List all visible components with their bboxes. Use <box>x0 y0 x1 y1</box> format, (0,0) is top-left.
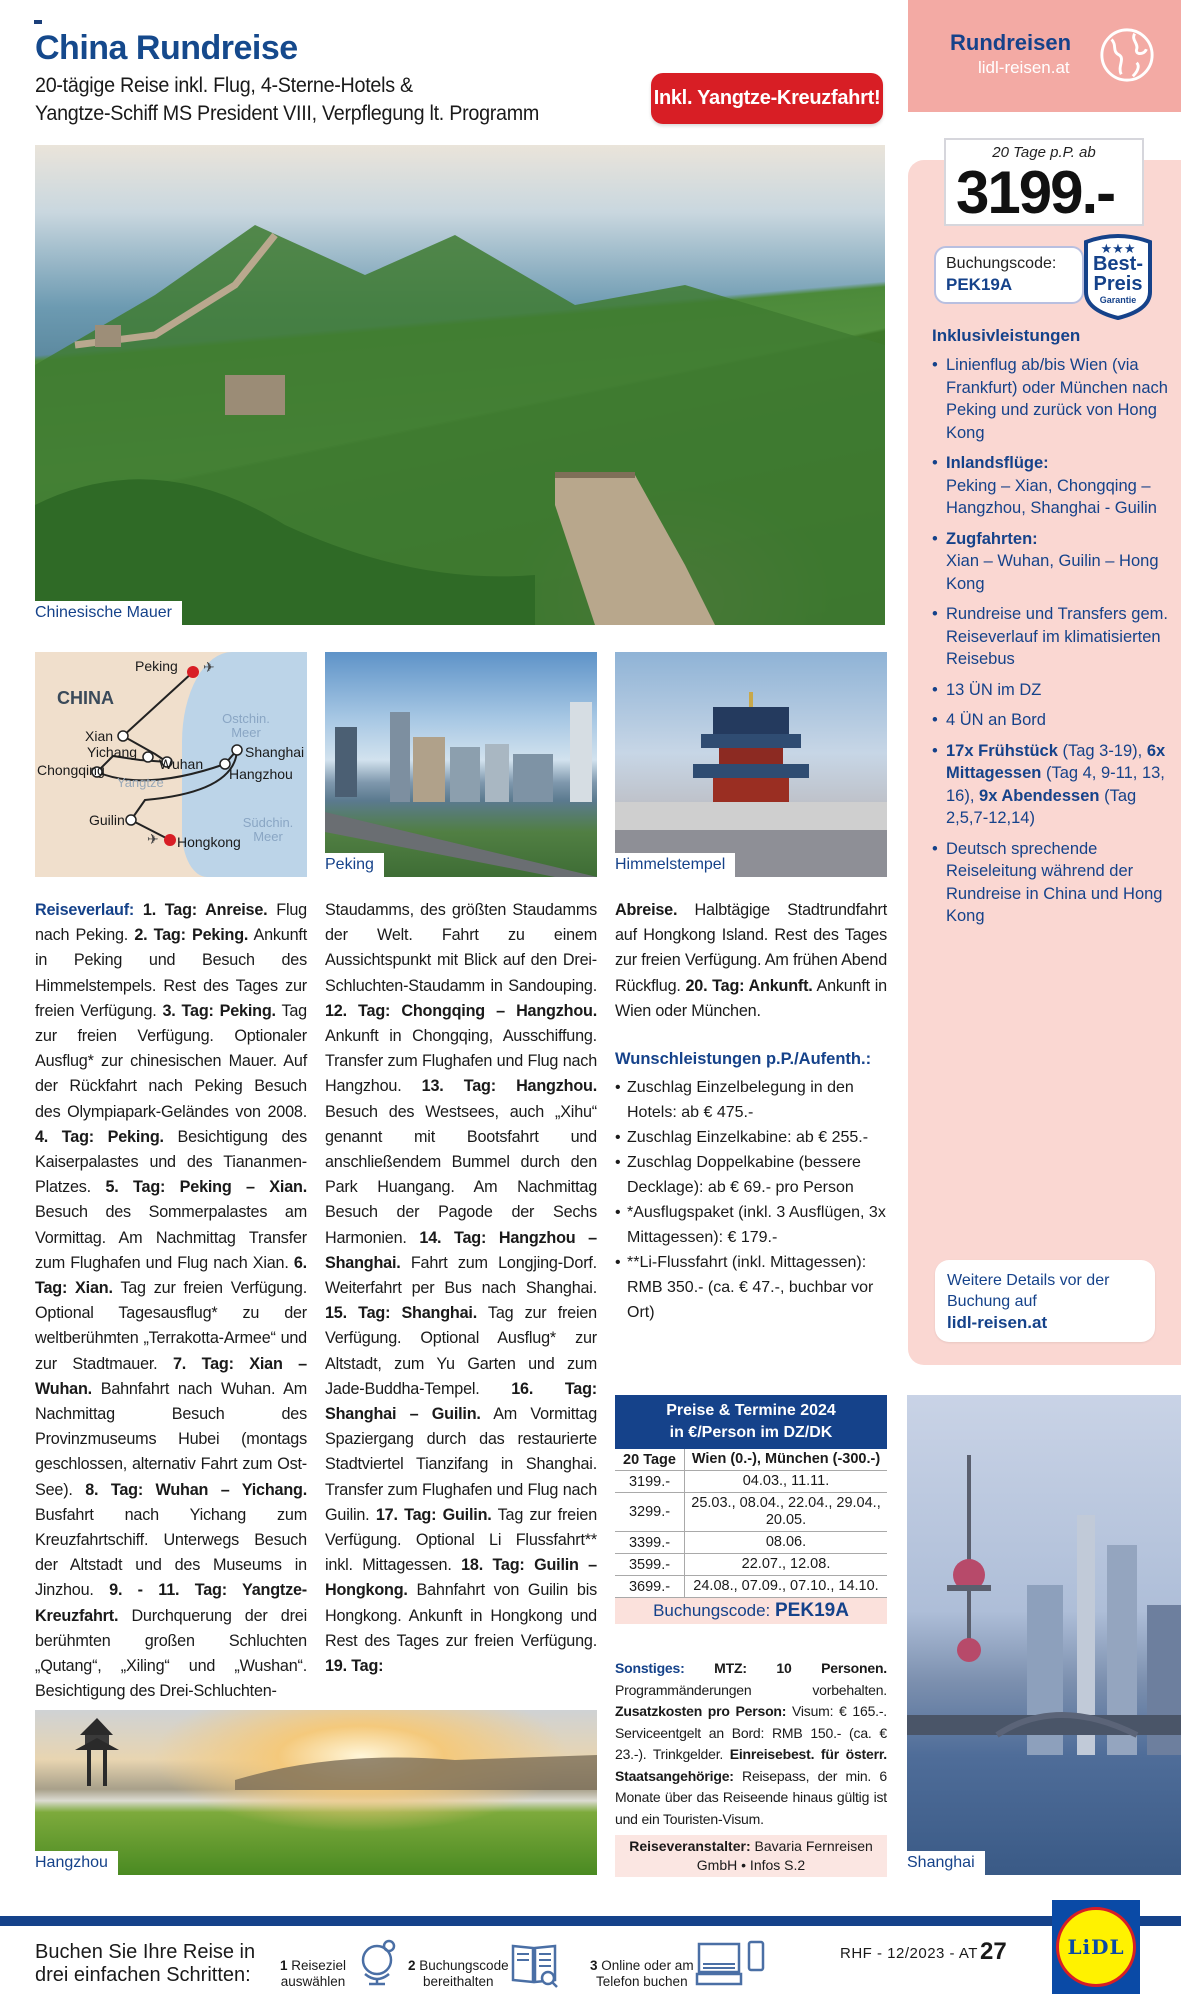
great-wall-illustration <box>35 145 885 625</box>
price-table-row: 3699.- 24.08., 07.09., 07.10., 14.10. <box>615 1576 887 1598</box>
extras-list <box>615 1075 890 1325</box>
footer-title: Buchen Sie Ihre Reise in drei einfachen Schritten: <box>35 1941 256 1986</box>
inclusions-list <box>932 354 1172 936</box>
map-sea-east: Ostchin. Meer <box>222 711 270 740</box>
price-table-row: 3599.- 22.07., 12.08. <box>615 1554 887 1576</box>
step-3: 3 Online oder am Telefon buchen <box>590 1958 694 1989</box>
extras-item: • Zuschlag Doppelkabine (bessere Decklage): ab € 69.- pro Person <box>615 1150 890 1200</box>
step-2: 2 Buchungscode bereithalten <box>408 1958 509 1989</box>
step-1: 1 Reiseziel auswählen <box>280 1958 347 1989</box>
page-number: 27 <box>980 1938 1007 1965</box>
great-wall-photo <box>35 145 885 625</box>
itinerary-column-3: Abreise. Halbtägige Stadtrundfahrt auf Hongkong Island. Rest des Tages zur freien Verfügung. Am frühen Abend Rückflug. 20. Tag: Ankunft. Ankunft in Wien oder München. <box>615 901 887 1020</box>
extras-item: • Zuschlag Einzelbelegung in den Hotels: ab € 475.- <box>615 1075 890 1125</box>
booking-code: PEK19A <box>946 275 1013 294</box>
page-marker <box>34 20 42 24</box>
price-table-row: 3299.- 25.03., 08.04., 22.04., 29.04., 20.05. <box>615 1493 887 1532</box>
map-city-shanghai: Shanghai <box>245 744 305 760</box>
category-url[interactable]: lidl-reisen.at <box>978 58 1070 77</box>
map-city-hangzhou: Hangzhou <box>229 766 293 782</box>
map-city-wuhan: Wuhan <box>159 756 204 772</box>
globe-icon <box>1098 26 1156 84</box>
price-table-header: 20 Tage Wien (0.-), München (-300.-) <box>615 1449 887 1471</box>
misc-info: Sonstiges: MTZ: 10 Personen. Programmänderungen vorbehalten. Zusatzkosten pro Person: Visum: € 165.-. Serviceentgelt an Bord: RMB 150.- (ca. € 23.-). Trinkgelder. Einreisebest. für österr. Staatsangehörige: Reisepass, der min. 6 Monate über das Reiseende hinaus gültig ist und ein Touristen-Visum. <box>615 1660 887 1827</box>
itinerary-column-1: Reiseverlauf: 1. Tag: Anreise. Flug nach Peking. 2. Tag: Peking. Ankunft in Peking und Besuch des Himmelstempels. Rest des Tages zur freien Verfügung. 3. Tag: Peking. Tag zur freien Verfügung. Optionaler Ausflug* zur chinesischen Mauer. Auf der Rückfahrt nach Peking Besuch des Olympiapark-Geländes von 2008. 4. Tag: Peking. Besichtigung des Kaiserpalastes und des Tiananmen-Platzes. 5. Tag: Peking – Xian. Besuch des Sommerpalastes am Vormittag. Am Nachmittag Transfer zum Flughafen und Flug nach Xian. 6. Tag: Xian. Tag zur freien Verfügung. Optional Tagesausflug* zu der weltberühmten „Terrakotta-Armee“ und zur Stadtmauer. 7. Tag: Xian – Wuhan. Bahnfahrt nach Wuhan. Am Nachmittag Besuch des Provinzmuseums Hubei (montags geschlossen, alternativ Fahrt zum Ost-See). 8. Tag: Wuhan – Yichang. Busfahrt nach Yichang zum Kreuzfahrtschiff. Unterwegs Besuch der Altstadt und des Museums in Jinzhou. 9. - 11. Tag: Yangtze-Kreuzfahrt. Durchquerung der drei berühmten großen Schluchten „Qutang“, „Xiling“ und „Wushan“. Besichtigung des Drei-Schluchten- <box>35 901 308 1701</box>
svg-text:✈: ✈ <box>147 831 159 847</box>
inclusion-item: • Deutsch sprechende Reiseleitung während der Rundreise in China und Hong Kong <box>932 838 1172 928</box>
peking-caption: Peking <box>325 853 384 877</box>
price-label: 20 Tage p.P. ab <box>992 144 1096 161</box>
map-city-guilin: Guilin <box>89 812 125 828</box>
price-value: 3199.- <box>956 159 1115 226</box>
catalog-search-icon <box>510 1940 558 1988</box>
price-table-booking-code: Buchungscode: PEK19A <box>615 1598 887 1624</box>
footer-divider <box>0 1916 1181 1926</box>
hangzhou-caption: Hangzhou <box>35 1851 118 1875</box>
himmelstempel-photo <box>615 652 887 877</box>
map-city-peking: Peking <box>135 658 178 674</box>
shanghai-caption: Shanghai <box>907 1851 985 1875</box>
inclusion-item: • Inlandsflüge: Peking – Xian, Chongqing – Hangzhou, Shanghai - Guilin <box>932 452 1172 520</box>
globe-pin-icon <box>355 1938 403 1986</box>
extras-item: • **Li-Flussfahrt (inkl. Mittagessen): RMB 350.- (ca. € 47.-, buchbar vor Ort) <box>615 1250 890 1325</box>
cruise-badge: Inkl. Yangtze-Kreuzfahrt! <box>651 73 883 124</box>
bestpreis-badge-icon: ★★★ Best- Preis Garantie <box>1080 232 1156 320</box>
inclusions-heading: Inklusivleistungen <box>932 326 1081 345</box>
tour-operator: Reiseveranstalter: Bavaria Fernreisen GmbH • Infos S.2 <box>615 1835 887 1877</box>
himmelstempel-caption: Himmelstempel <box>615 853 735 877</box>
page-subtitle: 20-tägige Reise inkl. Flug, 4-Sterne-Hotels & Yangtze-Schiff MS President VIII, Verpflegung lt. Programm <box>35 74 540 125</box>
booking-code-label: Buchungscode: <box>946 255 1057 272</box>
extras-item: • *Ausflugspaket (inkl. 3 Ausflügen, 3x Mittagessen): € 179.- <box>615 1200 890 1250</box>
route-map <box>35 652 307 877</box>
map-sea-south: Südchin. Meer <box>242 815 294 844</box>
page-title: China Rundreise <box>35 29 298 67</box>
hangzhou-photo <box>35 1710 597 1875</box>
laptop-phone-icon <box>695 1940 767 1988</box>
price-table <box>615 1395 887 1624</box>
inclusion-item: • 13 ÜN im DZ <box>932 679 1172 702</box>
details-box <box>935 1260 1155 1342</box>
main-photo-caption: Chinesische Mauer <box>35 601 182 625</box>
map-city-chongqing: Chongqing <box>37 762 105 778</box>
extras-heading: Wunschleistungen p.P./Aufenth.: <box>615 1050 872 1068</box>
booking-code-box <box>934 246 1084 304</box>
details-text: Weitere Details vor der Buchung auf <box>947 1272 1110 1310</box>
map-city-hongkong: Hongkong <box>177 834 241 850</box>
lidl-logo-text: LiDL <box>1056 1907 1136 1987</box>
price-table-row: 3399.- 08.06. <box>615 1532 887 1554</box>
map-city-yichang: Yichang <box>87 744 138 760</box>
inclusion-item: • Linienflug ab/bis Wien (via Frankfurt) oder München nach Peking und zurück von Hong Kong <box>932 354 1172 444</box>
details-link[interactable]: lidl-reisen.at <box>947 1313 1048 1332</box>
inclusion-item: • 4 ÜN an Bord <box>932 709 1172 732</box>
shanghai-photo <box>907 1395 1181 1875</box>
itinerary-column-2: Staudamms, des größten Staudamms der Welt. Fahrt zu einem Aussichtspunkt mit Blick auf den Drei-Schluchten-Staudamm in Sandouping. 12. Tag: Chongqing – Hangzhou. Ankunft in Chongqing, Ausschiffung. Transfer zum Flughafen und Flug nach Hangzhou. 13. Tag: Hangzhou. Besuch des Westsees, auch „Xihu“ genannt mit Bootsfahrt und anschließendem Bummel durch den Park Huangang. Am Nachmittag Besuch der Pagode der Sechs Harmonien. 14. Tag: Hangzhou – Shanghai. Fahrt zum Longjing-Dorf. Weiterfahrt per Bus nach Shanghai. 15. Tag: Shanghai. Tag zur freien Verfügung. Optional Ausflug* zur Altstadt, zum Yu Garten und zum Jade-Buddha-Tempel. 16. Tag: Shanghai – Guilin. Am Vormittag Spaziergang durch das restaurierte Stadtviertel Tianzifang in Shanghai. Transfer zum Flughafen und Flug nach Guilin. 17. Tag: Guilin. Tag zur freien Verfügung. Optional Li Flussfahrt** inkl. Mittagessen. 18. Tag: Guilin – Hongkong. Bahnfahrt von Guilin bis Hongkong. Ankunft in Hongkong und Rest des Tages zur freien Verfügung. 19. Tag: <box>325 901 597 1676</box>
map-country-label: CHINA <box>57 688 114 708</box>
price-table-title: Preise & Termine 2024 in €/Person im DZ/DK <box>615 1395 887 1449</box>
svg-text:✈: ✈ <box>203 659 215 675</box>
inclusion-item: • Rundreise und Transfers gem. Reiseverlauf im klimatisierten Reisebus <box>932 603 1172 671</box>
extras-item: • Zuschlag Einzelkabine: ab € 255.- <box>615 1125 890 1150</box>
edition-code: RHF - 12/2023 - AT <box>840 1945 978 1962</box>
lidl-logo <box>1052 1900 1140 1994</box>
price-box <box>944 138 1144 226</box>
category-title: Rundreisen <box>950 30 1072 55</box>
price-table-row: 3199.- 04.03., 11.11. <box>615 1471 887 1493</box>
inclusion-item-meals: • 17x Frühstück (Tag 3-19), 6x Mittagessen (Tag 4, 9-11, 13, 16), 9x Abendessen (Tag 2,5,7-12,14) <box>932 740 1172 830</box>
peking-photo <box>325 652 597 877</box>
map-city-xian: Xian <box>85 728 114 744</box>
inclusion-item: • Zugfahrten: Xian – Wuhan, Guilin – Hong Kong <box>932 528 1172 596</box>
map-river-label: Yangtze <box>117 775 164 790</box>
